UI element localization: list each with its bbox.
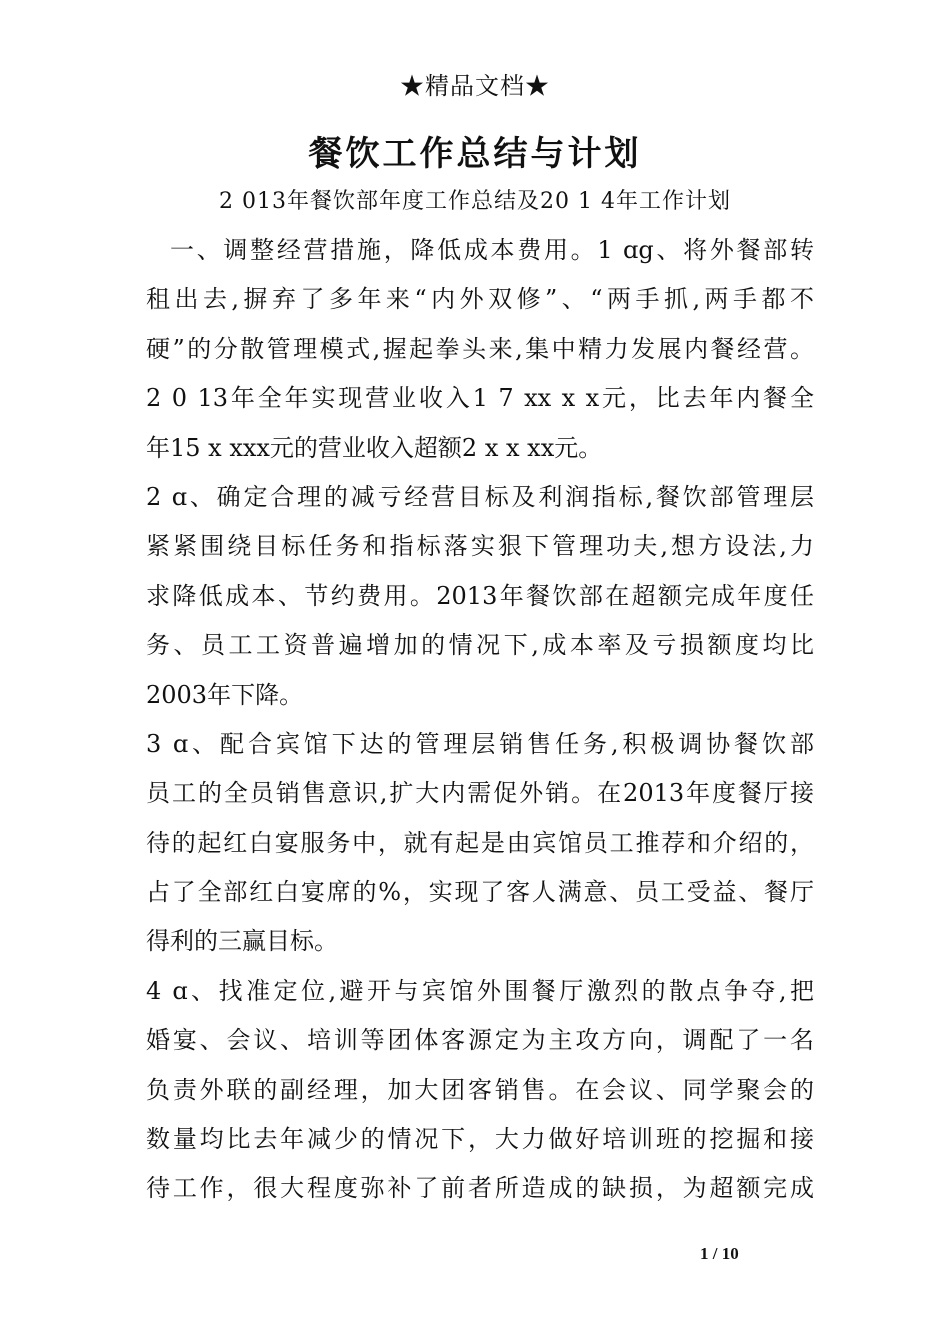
document-subtitle: 2 013年餐饮部年度工作总结及20 1 4年工作计划	[219, 189, 731, 214]
paragraph-2-line: 2 ɑ、确定合理的减亏经营目标及利润指标,餐饮部管理层	[146, 482, 814, 511]
document-title: 餐饮工作总结与计划	[308, 134, 642, 174]
paragraph-4-line: 数量均比去年减少的情况下，大力做好培训班的挖掘和接	[146, 1125, 814, 1154]
paragraph-3-line: 员工的全员销售意识,扩大内需促外销。在2013年度餐厅接	[146, 779, 814, 808]
paragraph-1-line: 硬”的分散管理模式,握起拳头来,集中精力发展内餐经营。	[146, 334, 814, 363]
paragraph-4-line: 待工作，很大程度弥补了前者所造成的缺损，为超额完成	[146, 1174, 814, 1203]
paragraph-3-line: 占了全部红白宴席的%，实现了客人满意、员工受益、餐厅	[146, 878, 814, 907]
paragraph-1-line: 年15 x xxx元的营业收入超额2 x x xx元。	[146, 433, 603, 462]
paragraph-4-line: 负责外联的副经理，加大团客销售。在会议、同学聚会的	[146, 1075, 814, 1104]
page-number: 1 / 10	[700, 1244, 739, 1263]
paragraph-1-line: 租出去,摒弃了多年来“内外双修”、“两手抓,两手都不	[146, 285, 814, 314]
paragraph-1-line: 2 0 13年全年实现营业收入1 7 xx x x元，比去年内餐全	[146, 384, 814, 413]
paragraph-2-line: 求降低成本、节约费用。2013年餐饮部在超额完成年度任	[146, 581, 814, 610]
paragraph-3-line: 3 ɑ、配合宾馆下达的管理层销售任务,积极调协餐饮部	[146, 729, 814, 758]
paragraph-4-line: 4 ɑ、找准定位,避开与宾馆外围餐厅激烈的散点争夺,把	[146, 976, 814, 1005]
paragraph-3-line: 得利的三赢目标。	[146, 927, 338, 956]
paragraph-2-line: 务、员工工资普遍增加的情况下,成本率及亏损额度均比	[146, 631, 814, 660]
paragraph-1-line: 一、调整经营措施，降低成本费用。1 ɑg、将外餐部转	[170, 236, 814, 264]
paragraph-2-line: 紧紧围绕目标任务和指标落实狠下管理功夫,想方设法,力	[146, 532, 814, 561]
header-mark: ★精品文档★	[400, 72, 550, 100]
paragraph-2-line: 2003年下降。	[146, 680, 304, 709]
body-text	[146, 226, 814, 1214]
paragraph-4-line: 婚宴、会议、培训等团体客源定为主攻方向，调配了一名	[146, 1026, 814, 1055]
paragraph-3-line: 待的起红白宴服务中，就有起是由宾馆员工推荐和介绍的，	[146, 828, 814, 857]
